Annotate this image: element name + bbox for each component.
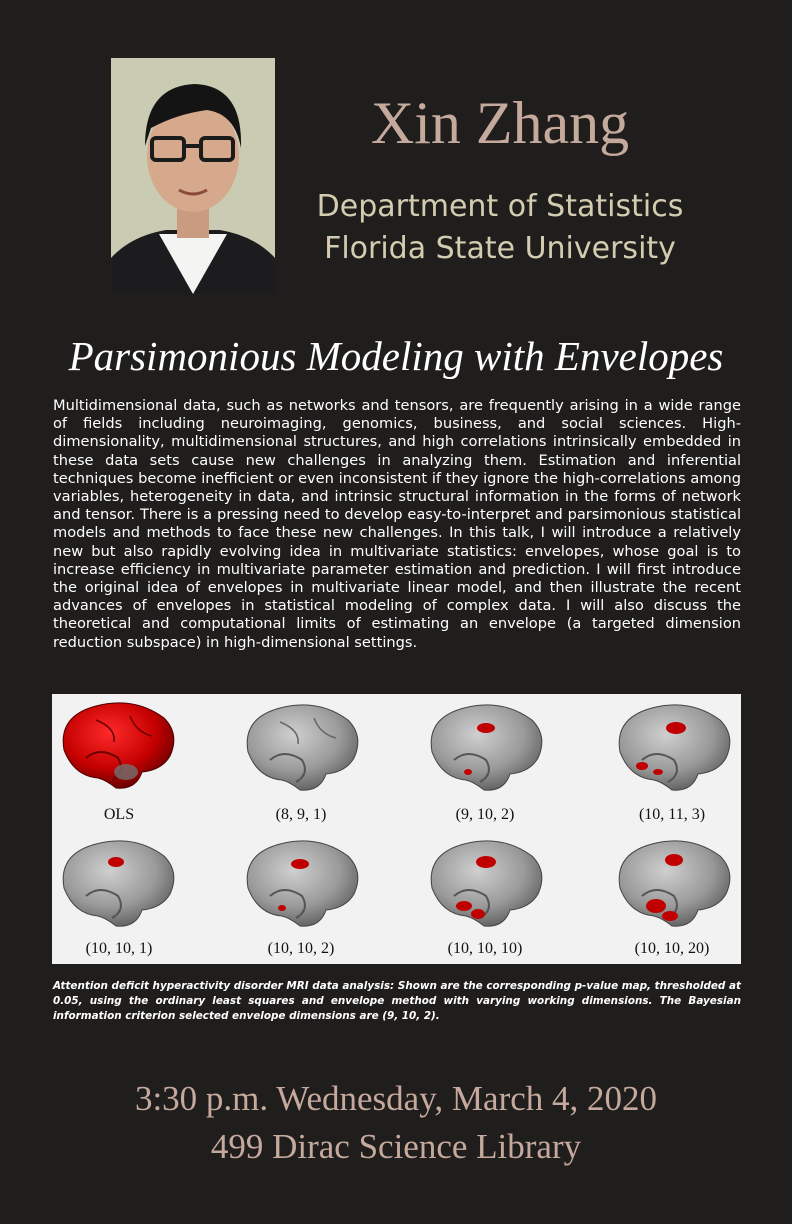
- brain-image-10-11-3: [612, 700, 734, 796]
- speaker-photo: [111, 58, 275, 294]
- panel-label: (10, 10, 20): [634, 940, 710, 957]
- brain-image-10-10-2: [240, 836, 362, 932]
- brain-figure: [52, 694, 741, 964]
- panel-label: (8, 9, 1): [275, 806, 327, 823]
- brain-image-10-10-20: [612, 836, 734, 932]
- speaker-name: Xin Zhang: [370, 90, 630, 156]
- talk-title: Parsimonious Modeling with Envelopes: [68, 333, 724, 379]
- brain-image-9-10-2: [424, 700, 546, 796]
- panel-label: (10, 11, 3): [638, 806, 706, 823]
- abstract: Multidimensional data, such as networks and tensors, are frequently arising in a wide range of fields including neuroimaging, genomics, business, and social sciences. High-dimensionality, multidimensional structures, and high correlations intrinsically embedded in these data sets cause new challenges in analyzing them. Estimation and inferential techniques become inefficient or even inconsistent if they ignore the high-correlations among variables, heterogeneity in data, and intrinsic structural information in the forms of network and tensor. There is a pressing need to develop easy-to-interpret and parsimonious statistical models and methods to face these new challenges. In this talk, I will introduce a relatively new but also rapidly evolving idea in multivariate statistics: envelopes, whose goal is to increase efficiency in multivariate parameter estimation and prediction. I will first introduce the original idea of envelopes in multivariate linear model, and then illustrate the recent advances of envelopes in statistical modeling of complex data. I will also discuss the theoretical and computational limits of estimating an envelope (a targeted dimension reduction subspace) in high-dimensional settings.: [53, 397, 741, 651]
- university: Florida State University: [324, 231, 676, 266]
- event-location: 499 Dirac Science Library: [210, 1127, 582, 1166]
- panel-label: OLS: [103, 806, 135, 823]
- department: Department of Statistics: [316, 189, 684, 224]
- panel-label: (9, 10, 2): [455, 806, 515, 823]
- figure-caption: Attention deficit hyperactivity disorder MRI data analysis: Shown are the corresponding p-value map, thresholded at 0.05, using the ordinary least squares and envelope method with varying working dimensions. The Bayesian information criterion selected envelope dimensions are (9, 10, 2).: [53, 980, 741, 1022]
- brain-image-8-9-1: [240, 700, 362, 796]
- brain-image-10-10-1: [56, 836, 178, 932]
- panel-label: (10, 10, 1): [85, 940, 153, 957]
- panel-label: (10, 10, 2): [267, 940, 335, 957]
- event-time: 3:30 p.m. Wednesday, March 4, 2020: [134, 1079, 658, 1118]
- speaker-affiliation: [300, 186, 700, 270]
- brain-image-ols: [56, 698, 178, 794]
- brain-image-10-10-10: [424, 836, 546, 932]
- panel-label: (10, 10, 10): [447, 940, 523, 957]
